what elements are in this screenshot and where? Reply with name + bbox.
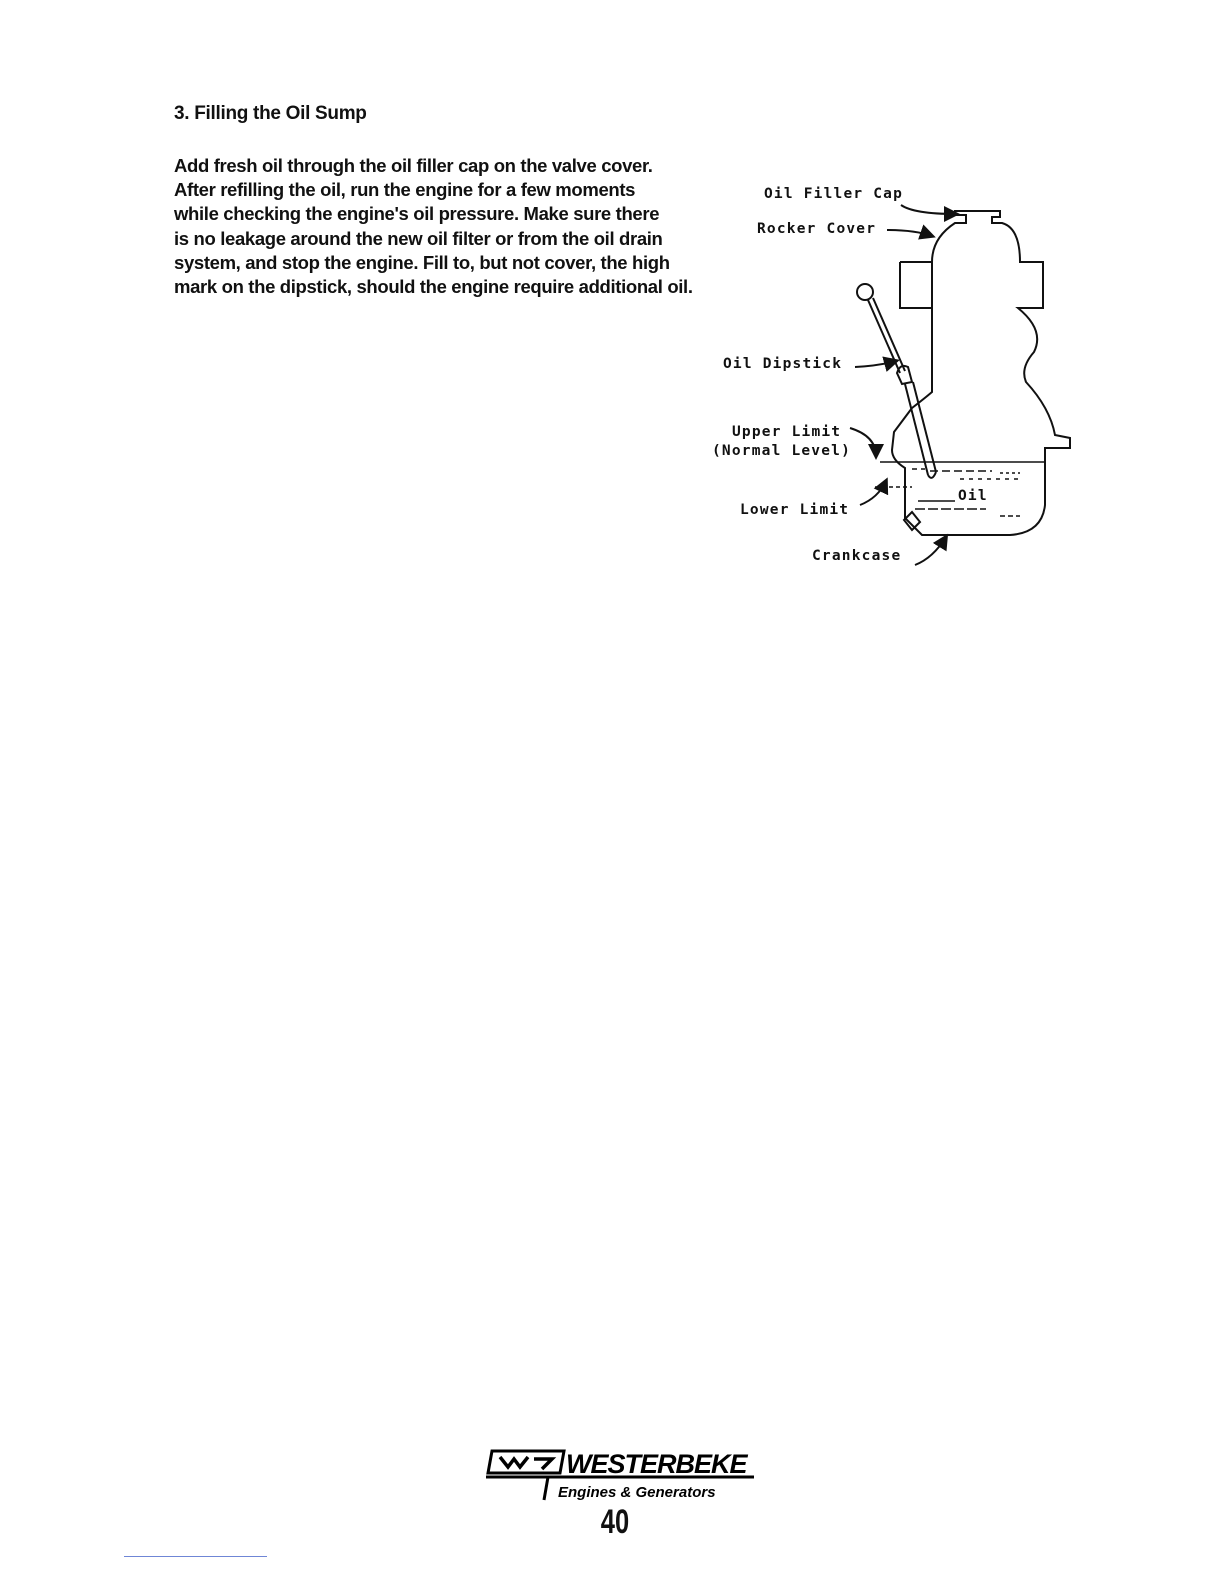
logo-brand-text: WESTERBEKE <box>566 1449 747 1479</box>
leader-arrows <box>850 205 956 565</box>
label-normal-level: (Normal Level) <box>712 443 852 459</box>
body-line: Add fresh oil through the oil filler cap on the valve cover. <box>174 155 653 176</box>
section-body <box>174 154 734 299</box>
label-oil-filler-cap: Oil Filler Cap <box>764 186 904 202</box>
body-line: while checking the engine's oil pressure. Make sure there <box>174 203 660 225</box>
body-line: After refilling the oil, run the engine for a few moments <box>174 179 636 201</box>
body-line: system, and stop the engine. Fill to, but not cover, the high <box>174 251 670 273</box>
page-number: 40 <box>600 1503 630 1541</box>
oil-sump-diagram <box>700 170 1080 590</box>
logo-w-glyph <box>500 1457 552 1469</box>
label-lower-limit: Lower Limit <box>740 502 850 518</box>
dipstick-drawing <box>857 284 936 478</box>
drain-plug-drawing <box>904 512 920 530</box>
westerbeke-logo <box>486 1447 758 1505</box>
bottom-rule <box>124 1556 267 1557</box>
label-oil-dipstick: Oil Dipstick <box>723 356 843 372</box>
body-line: mark on the dipstick, should the engine require additional oil. <box>174 276 693 298</box>
label-oil: Oil <box>958 488 988 504</box>
label-upper-limit: Upper Limit <box>732 424 842 440</box>
section-heading: 3. Filling the Oil Sump <box>174 103 367 124</box>
label-crankcase: Crankcase <box>812 548 902 564</box>
engine-outline <box>892 211 1070 535</box>
logo-tagline: Engines & Generators <box>558 1484 716 1501</box>
body-line: is no leakage around the new oil filter or from the oil drain <box>174 227 663 249</box>
label-rocker-cover: Rocker Cover <box>757 221 877 237</box>
engine-inner-line <box>900 262 932 308</box>
